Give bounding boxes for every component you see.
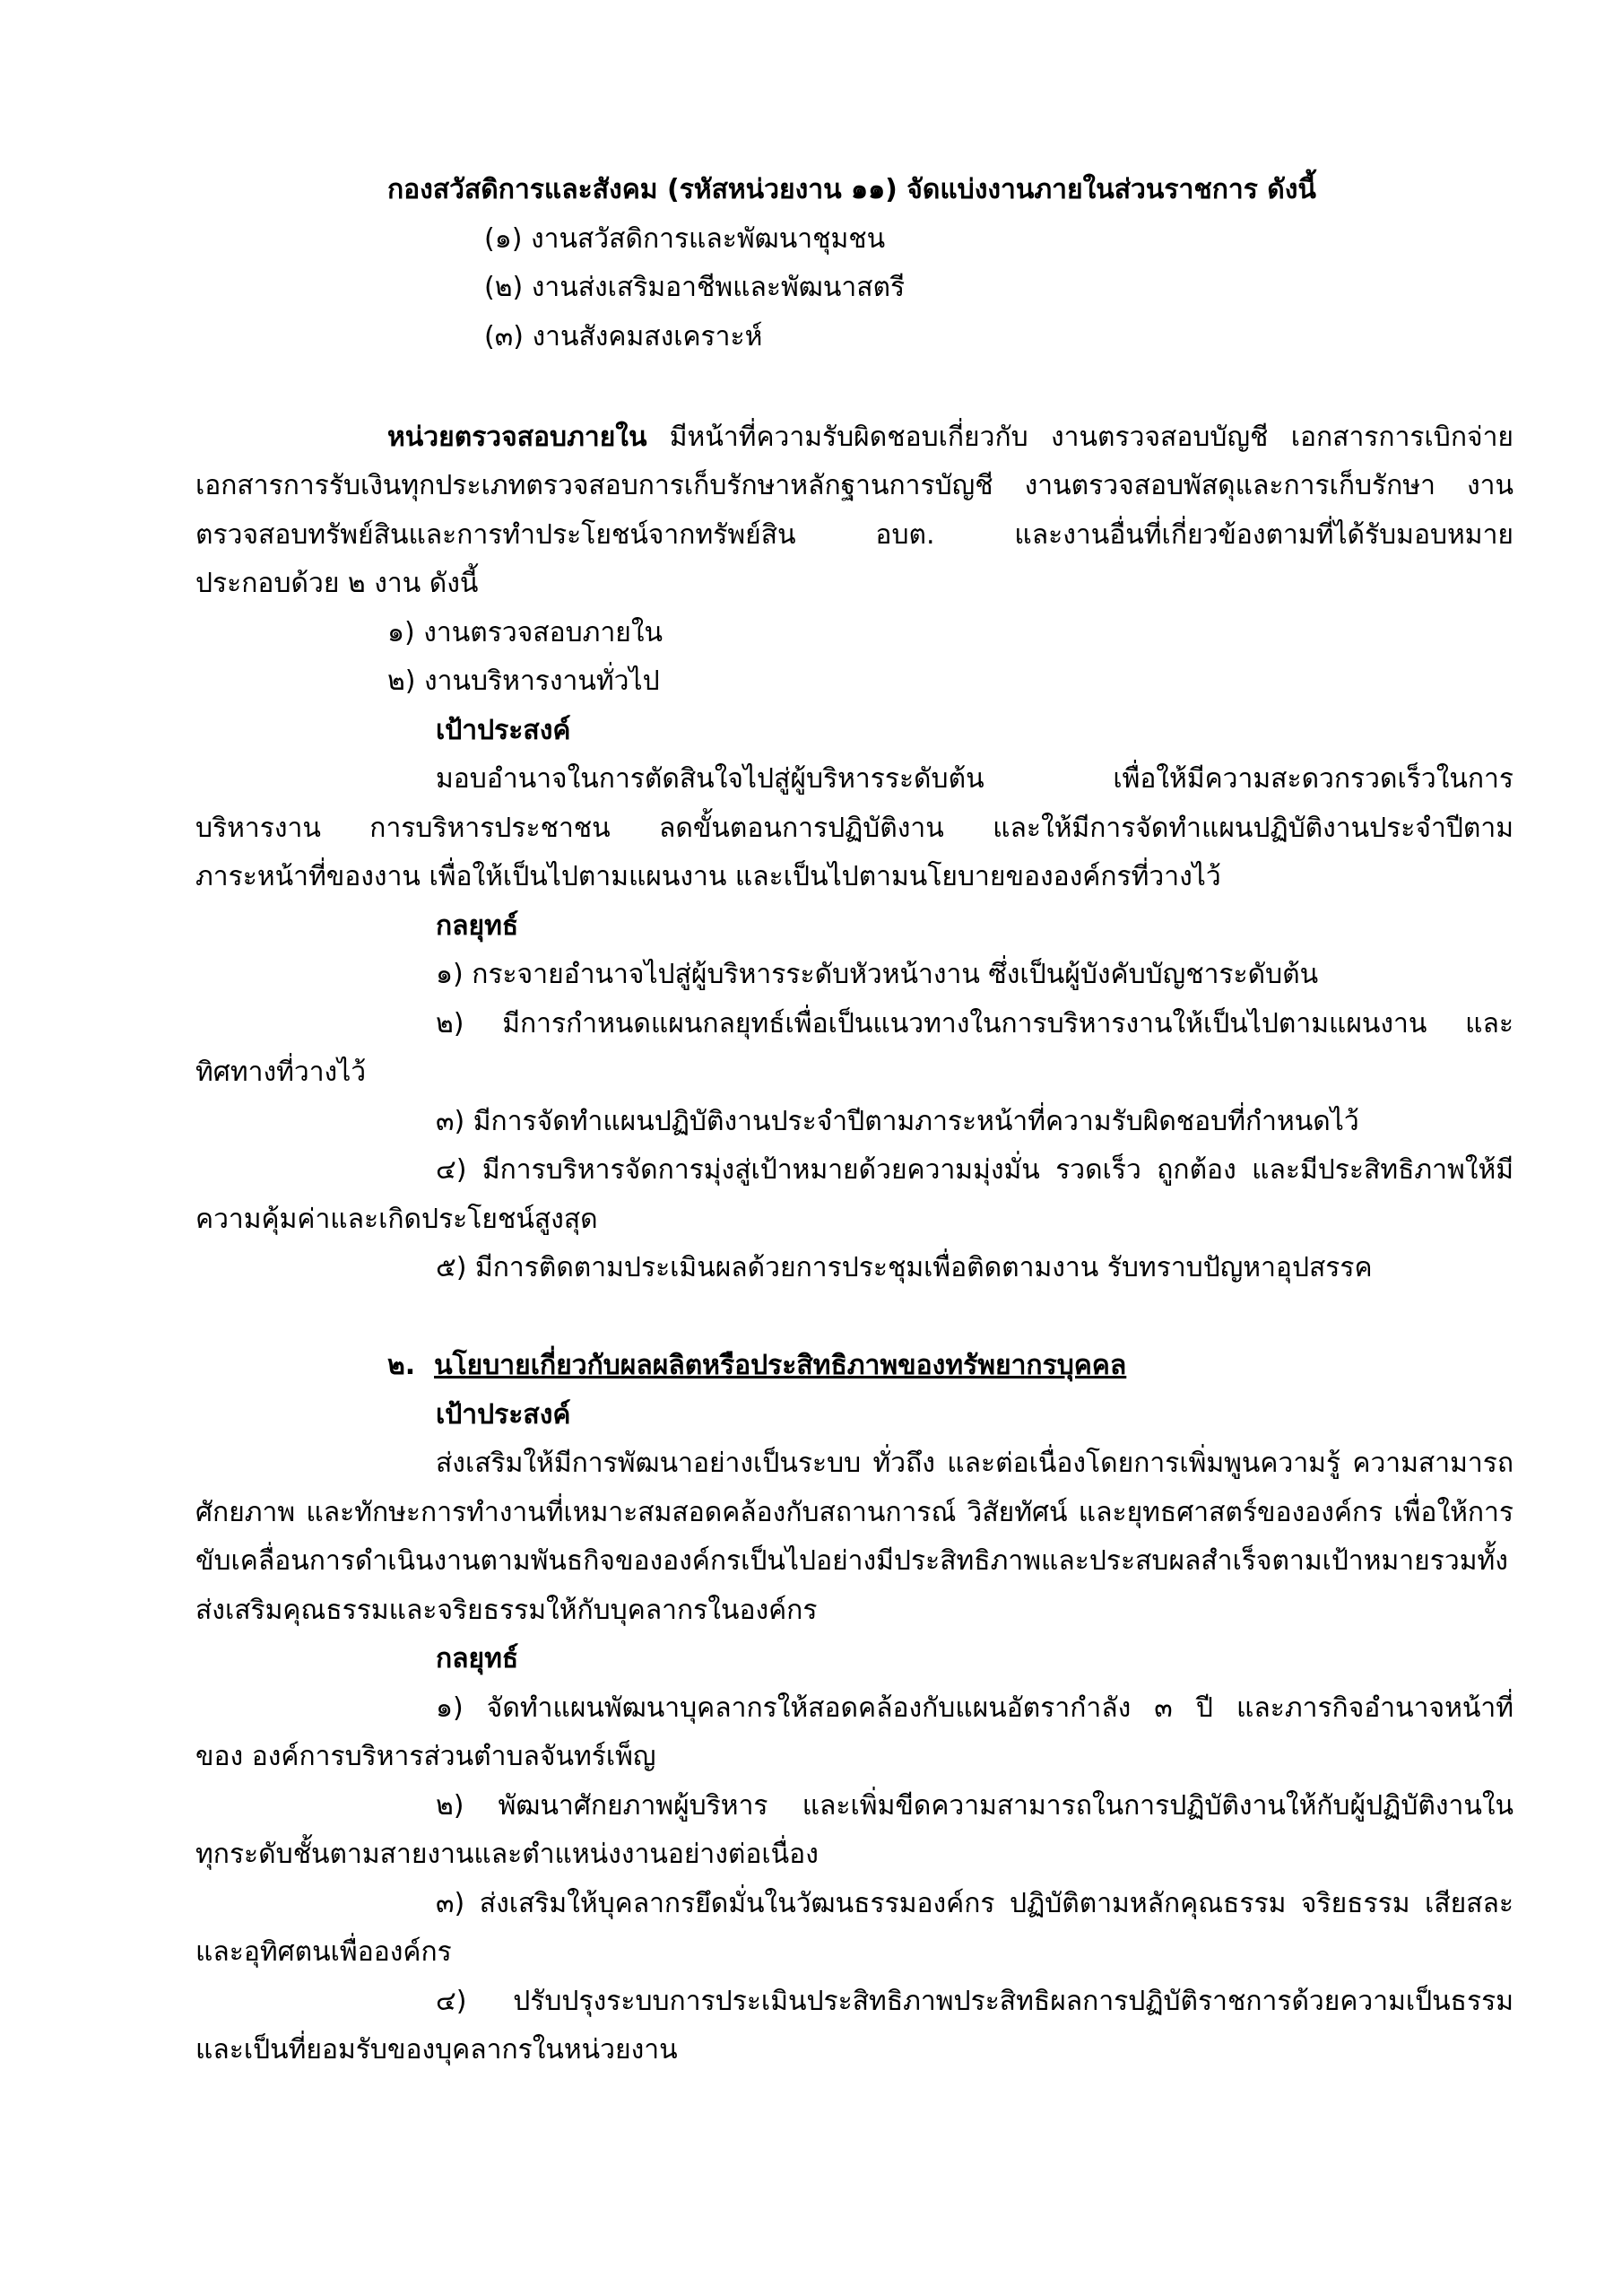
strategy-line: ๒) พัฒนาศักยภาพผู้บริหาร และเพิ่มขีดความสามารถในการปฏิบัติงานให้กับผู้ปฏิบัติงานใน: [436, 1790, 1514, 1822]
paragraph-line: ส่งเสริมให้มีการพัฒนาอย่างเป็นระบบ ทั่วถึง และต่อเนื่องโดยการเพิ่มพูนความรู้ ความสามารถ: [436, 1448, 1514, 1479]
paragraph-line: ตรวจสอบทรัพย์สินและการทำประโยชน์จากทรัพย์สิน อบต. และงานอื่นที่เกี่ยวข้องตามที่ได้รับมอบหมาย: [195, 519, 1514, 551]
list-item: (๒) งานส่งเสริมอาชีพและพัฒนาสตรี: [484, 272, 906, 303]
paragraph-line: ประกอบด้วย ๒ งาน ดังนี้: [195, 568, 479, 599]
strategy-line: และอุทิศตนเพื่อองค์กร: [195, 1936, 452, 1968]
strategy-line: ๔) มีการบริหารจัดการมุ่งสู่เป้าหมายด้วยความมุ่งมั่น รวดเร็ว ถูกต้อง และมีประสิทธิภาพให้มี: [436, 1154, 1514, 1186]
strategy-line: ๑) กระจายอำนาจไปสู่ผู้บริหารระดับหัวหน้างาน ซึ่งเป็นผู้บังคับบัญชาระดับต้น: [436, 959, 1319, 990]
paragraph-line: [387, 420, 1514, 456]
strategy-title: กลยุทธ์: [436, 1643, 519, 1674]
paragraph-line: ศักยภาพ และทักษะการทำงานที่เหมาะสมสอดคล้องกับสถานการณ์ วิสัยทัศน์ และยุทธศาสตร์ขององค์กร เพื่อให้การ: [195, 1497, 1514, 1528]
strategy-line: และเป็นที่ยอมรับของบุคลากรในหน่วยงาน: [195, 2034, 678, 2066]
paragraph-line: ส่งเสริมคุณธรรมและจริยธรรมให้กับบุคลากรในองค์กร: [195, 1595, 818, 1626]
paragraph-line: ขับเคลื่อนการดำเนินงานตามพันธกิจขององค์กรเป็นไปอย่างมีประสิทธิภาพและประสบผลสำเร็จตามเป้าหมายรวมทั้ง: [195, 1545, 1508, 1577]
strategy-line: ๕) มีการติดตามประเมินผลด้วยการประชุมเพื่อติดตามงาน รับทราบปัญหาอุปสรรค: [436, 1252, 1373, 1283]
paragraph-line: บริหารงาน การบริหารประชาชน ลดขั้นตอนการปฏิบัติงาน และให้มีการจัดทำแผนปฏิบัติงานประจำปีตาม: [195, 813, 1514, 844]
paragraph-line: มอบอำนาจในการตัดสินใจไปสู่ผู้บริหารระดับต้น เพื่อให้มีความสะดวกรวดเร็วในการ: [436, 763, 1514, 795]
strategy-line: ๑) จัดทำแผนพัฒนาบุคลากรให้สอดคล้องกับแผนอัตรากำลัง ๓ ปี และภารกิจอำนาจหน้าที่: [436, 1692, 1514, 1724]
list-item: ๒) งานบริหารงานทั่วไป: [387, 665, 660, 697]
strategy-title: กลยุทธ์: [436, 910, 519, 942]
policy-title: นโยบายเกี่ยวกับผลผลิตหรือประสิทธิภาพของทรัพยากรบุคคล: [434, 1350, 1127, 1381]
strategy-line: ทิศทางที่วางไว้: [195, 1057, 367, 1088]
paragraph-text: มีหน้าที่ความรับผิดชอบเกี่ยวกับ งานตรวจสอบบัญชี เอกสารการเบิกจ่าย: [669, 422, 1514, 453]
paragraph-line: เอกสารการรับเงินทุกประเภทตรวจสอบการเก็บรักษาหลักฐานการบัญชี งานตรวจสอบพัสดุและการเก็บรักษา งาน: [195, 470, 1514, 501]
strategy-line: ๔) ปรับปรุงระบบการประเมินประสิทธิภาพประสิทธิผลการปฏิบัติราชการด้วยความเป็นธรรม: [436, 1986, 1514, 2017]
list-item: (๓) งานสังคมสงเคราะห์: [484, 321, 763, 352]
strategy-line: ทุกระดับชั้นตามสายงานและตำแหน่งงานอย่างต่อเนื่อง: [195, 1839, 819, 1870]
strategy-line: ๓) มีการจัดทำแผนปฏิบัติงานประจำปีตามภาระหน้าที่ความรับผิดชอบที่กำหนดไว้: [436, 1106, 1359, 1137]
strategy-line: ความคุ้มค่าและเกิดประโยชน์สูงสุด: [195, 1204, 598, 1235]
policy-heading: [387, 1348, 1126, 1384]
paragraph-line: ภาระหน้าที่ของงาน เพื่อให้เป็นไปตามแผนงาน และเป็นไปตามนโยบายขององค์กรที่วางไว้: [195, 861, 1221, 892]
strategy-line: ๒) มีการกำหนดแผนกลยุทธ์เพื่อเป็นแนวทางในการบริหารงานให้เป็นไปตามแผนงาน และ: [436, 1008, 1514, 1039]
objective-title: เป้าประสงค์: [436, 715, 571, 746]
list-item: (๑) งานสวัสดิการและพัฒนาชุมชน: [484, 223, 886, 255]
policy-number: ๒.: [387, 1350, 416, 1381]
section-heading: กองสวัสดิการและสังคม (รหัสหน่วยงาน ๑๑) จัดแบ่งงานภายในส่วนราชการ ดังนี้: [387, 174, 1316, 205]
list-item: ๑) งานตรวจสอบภายใน: [387, 617, 664, 648]
strategy-line: ของ องค์การบริหารส่วนตำบลจันทร์เพ็ญ: [195, 1741, 656, 1772]
objective-title: เป้าประสงค์: [436, 1399, 571, 1431]
unit-title: หน่วยตรวจสอบภายใน: [387, 422, 647, 453]
strategy-line: ๓) ส่งเสริมให้บุคลากรยึดมั่นในวัฒนธรรมองค์กร ปฏิบัติตามหลักคุณธรรม จริยธรรม เสียสละ: [436, 1888, 1514, 1919]
